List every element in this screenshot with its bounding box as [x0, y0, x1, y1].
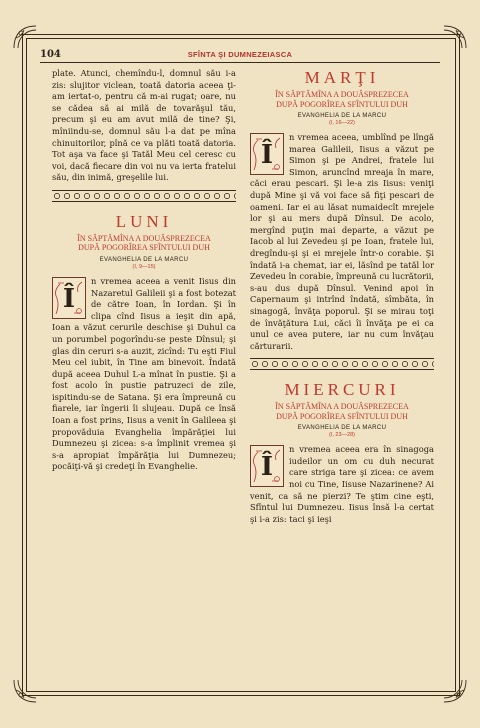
continuation-text: plate. Atunci, chemîndu-l, domnul său i-a zis: slujitor viclean, toată datoria aceea ţi-am iertat-o, pentru că m-ai rugat; oare, nu se cădea să ai milă de tovarăşul tău, precum şi eu am avut milă de tine? Şi, mîniindu-se, domnul său l-a dat pe mîna chinuitorilor, pînă ce va plăti toată datoria. Tot aşa va face şi Tatăl Meu cel ceresc cu voi, dacă fiecare din voi nu va ierta fratelui său, din inimă, greşelile lui.: [52, 68, 236, 183]
running-title: SFÎNTA ŞI DUMNEZEIASCA: [187, 49, 293, 59]
reading-text: n vremea aceea era în sinagoga iudeilor un om cu duh necurat care striga tare şi zicea: ce avem noi cu Tine, Iisuse Nazarinene? Ai venit, ca să ne pierzi? Te ştim cine eşti, Sfîntul lui Dumnezeu. Iisus însă l-a certat şi i-a zis: taci şi ieşi: [250, 444, 434, 524]
reading-luni: [52, 276, 236, 473]
ornamental-divider: [52, 190, 236, 202]
corner-ornament-icon: [12, 678, 38, 704]
reading-miercuri: [250, 444, 434, 525]
page-header: [40, 46, 440, 62]
section-title-miercuri: MIERCURI: [284, 380, 400, 400]
drop-cap: Î: [250, 445, 284, 487]
scripture-reference: (I, 16—22): [329, 120, 355, 126]
right-column: [250, 68, 434, 525]
reading-marti: [250, 132, 434, 352]
corner-ornament-icon: [442, 678, 468, 704]
reading-text: n vremea aceea a venit Iisus din Nazaretul Galileii şi a fost botezat de către Ioan, în Iordan. Şi în clipa cînd Iisus a ieşit din apă, Ioan a văzut cerurile deschise şi Duhul ca un porumbel pogorîndu-se peste Dînsul; şi glas din ceruri s-a auzit, zicînd: Tu eşti Fiul Meu cel iubit, în Tine am binevoit. Îndată după aceea Duhul L-a mînat în pustie. Şi a fost acolo în pustie patruzeci de zile, ispitindu-se de Satana. Şi era împreună cu fiarele, iar îngerii îi slujeau. După ce însă Ioan a fost prins, Iisus a venit în Galileea şi propovăduia Evanghelia împărăţiei lui Dumnezeu şi zicea: s-a împlinit vremea şi s-a apropiat împărăţia lui Dumnezeu; pocăiţi-vă şi credeţi în Evanghelie.: [52, 275, 236, 472]
gospel-heading: EVANGHELIA DE LA MARCU: [99, 256, 189, 263]
scripture-reference: (I, 23—28): [329, 432, 355, 439]
drop-cap: Î: [250, 133, 284, 175]
header-rule: [40, 62, 440, 63]
section-title-marti: MARŢI: [304, 68, 380, 87]
reading-text: n vremea aceea, umblînd pe lîngă marea Galileii, Iisus a văzut pe Simon şi pe Andrei, fratele lui Simon, aruncînd mreaja în mare, căci erau pescari. Şi le-a zis Iisus: veniţi după Mine şi vă voi face să fiţi pescari de oameni. Iar ei au lăsat numaidecît mrejele lor şi au mers după Dînsul. De acolo, mergînd puţin mai departe, a văzut pe Iacob al lui Zevedeu şi pe Ioan, fratele lui, dregîndu-şi şi ei mrejele într-o corabie. Şi îndată i-a chemat, iar ei, lăsînd pe tatăl lor Zevedeu în corabie, împreună cu lucrătorii, s-au dus după Dînsul. Venind apoi în Capernaum şi intrînd îndată, sîmbăta, în sinagogă, învăţa poporul. Şi se mirau toţi de învăţătura Lui, căci îi învăţa pe ei ca unul ce avea putere, iar nu cum învăţau cărturarii.: [250, 132, 434, 351]
gospel-heading: EVANGHELIA DE LA MARCU: [297, 425, 387, 432]
page-number: 104: [40, 48, 61, 60]
gospel-heading: EVANGHELIA DE LA MARCU: [297, 113, 387, 119]
ornamental-divider: [250, 358, 434, 370]
corner-ornament-icon: [12, 24, 38, 50]
section-subtitle: ÎN SĂPTĂMÎNA A DOUĂSPREZECEA DUPĂ POGORÎREA SFÎNTULUI DUH: [77, 233, 211, 253]
drop-cap: Î: [52, 277, 86, 319]
scripture-reference: (I, 9—15): [132, 263, 156, 270]
section-subtitle: ÎN SĂPTĂMÎNA A DOUĂSPREZECEA DUPĂ POGORÎREA SFÎNTULUI DUH: [275, 90, 409, 109]
corner-ornament-icon: [442, 24, 468, 50]
section-title-luni: LUNI: [115, 211, 173, 231]
left-column: [52, 68, 236, 473]
section-subtitle: ÎN SĂPTĂMÎNA A DOUĂSPREZECEA DUPĂ POGORÎREA SFÎNTULUI DUH: [275, 402, 409, 421]
